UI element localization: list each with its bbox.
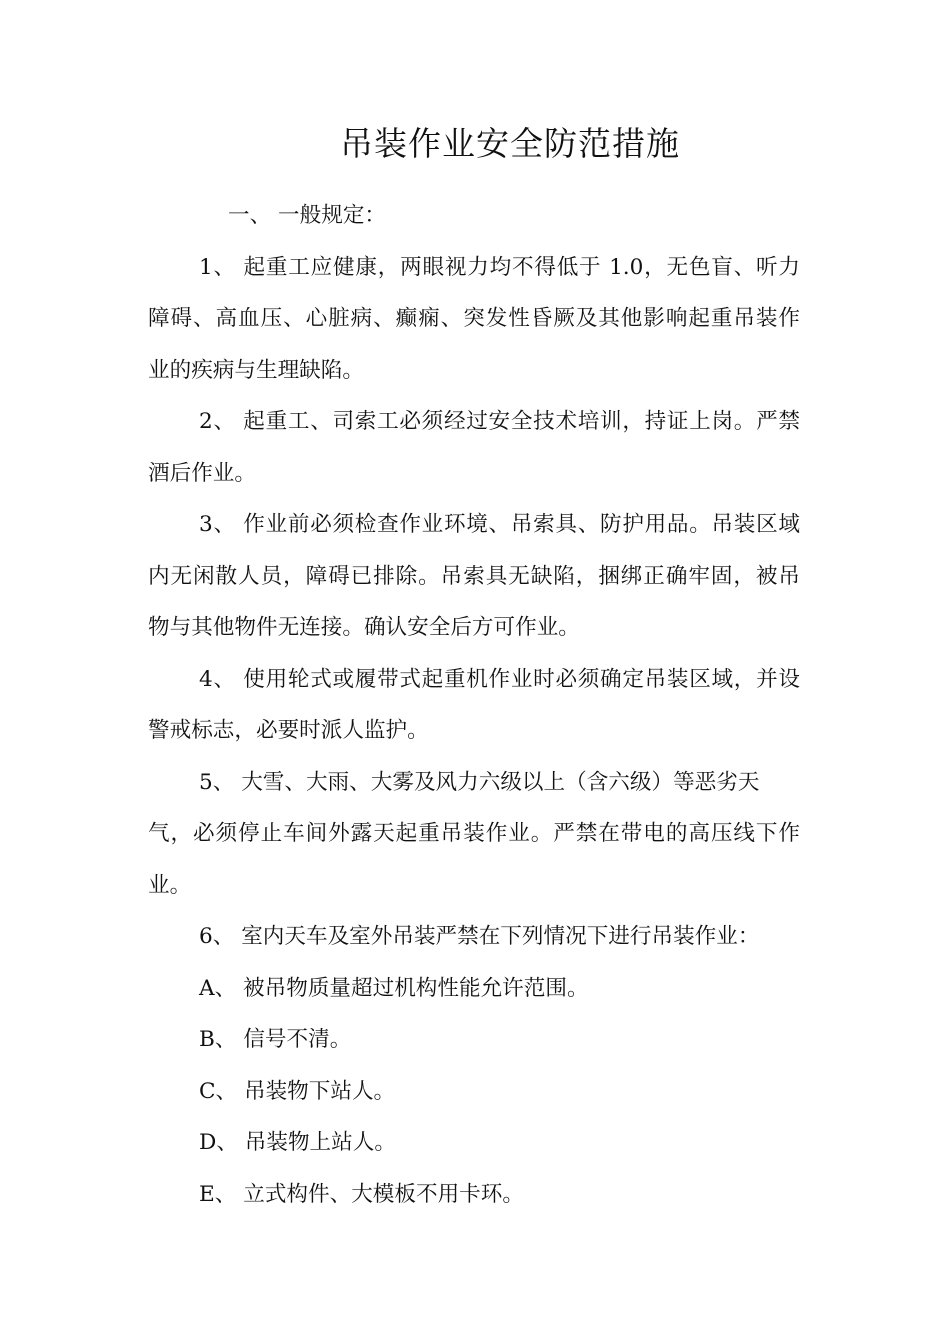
text-line: 内无闲散人员，障碍已排除。吊索具无缺陷，捆绑正确牢固，被吊	[148, 563, 800, 589]
section-heading: 一、 一般规定：	[228, 203, 387, 228]
text-line: D、 吊装物上站人。	[199, 1130, 396, 1155]
text-line: A、 被吊物质量超过机构性能允许范围。	[199, 975, 589, 1001]
text-line: 障碍、高血压、心脏病、癫痫、突发性昏厥及其他影响起重吊装作	[148, 306, 800, 331]
text-line: 4、 使用轮式或履带式起重机作业时必须确定吊装区域，并设	[199, 666, 800, 692]
text-line: 6、 室内天车及室外吊装严禁在下列情况下进行吊装作业：	[199, 924, 760, 949]
text-line: 气，必须停止车间外露天起重吊装作业。严禁在带电的高压线下作	[148, 821, 800, 846]
page-title: 吊装作业安全防范措施	[340, 124, 680, 163]
text-line: 物与其他物件无连接。确认安全后方可作业。	[148, 615, 580, 640]
text-line: 业。	[148, 872, 192, 898]
text-line: 业的疾病与生理缺陷。	[148, 357, 364, 383]
text-line: 2、 起重工、司索工必须经过安全技术培训，持证上岗。严禁	[199, 409, 800, 434]
text-line: B、 信号不清。	[199, 1027, 352, 1052]
text-line: E、 立式构件、大模板不用卡环。	[199, 1181, 524, 1207]
document-body	[148, 190, 800, 1220]
text-line: 1、 起重工应健康，两眼视力均不得低于 1.0，无色盲、听力	[199, 254, 800, 280]
paragraph-lines	[148, 242, 800, 1221]
text-line: 3、 作业前必须检查作业环境、吊索具、防护用品。吊装区域	[199, 512, 800, 537]
text-line: 5、 大雪、大雨、大雾及风力六级以上（含六级）等恶劣天	[199, 769, 760, 795]
text-line: C、 吊装物下站人。	[199, 1078, 396, 1104]
text-line: 酒后作业。	[148, 460, 256, 486]
text-line: 警戒标志，必要时派人监护。	[148, 718, 429, 743]
